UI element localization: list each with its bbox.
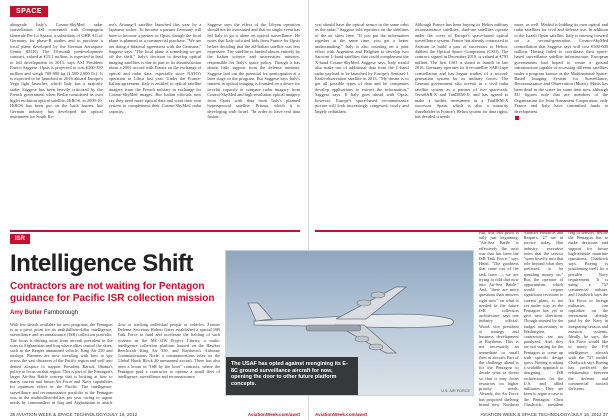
article-column <box>10 322 113 406</box>
article-headline: Intelligence Shift <box>10 250 194 277</box>
column-text: rea's Arirang-3 satellite launched this year by a Japanese rocket. To become a partner Germany will have to become a partner in Opsis, though the focal plane is planned as a commercial purchase. "We are not doing a bilateral agreement with the Germans," Saggese says. "The focal plane is something we get off the shelf." Italy's decision to develop optical imaging satellites is due in part to its dissatisfaction about a 2001 accord with France on the exchange of optical and radar data, especially since NATO's operation in Libya last year. Under the France-Italian agreement, Italy is entitled to optical satellite imagery from the French military in exchange for Cosmo-SkyMed images. But Italian officials now say they need more optical data and want their own system to complement their Cosmo-SkyMed radar capacity. <box>108 22 202 114</box>
footer-left <box>315 412 367 417</box>
isr-article-columns-continued <box>479 230 608 406</box>
end-mark-icon <box>515 116 519 120</box>
top-article-columns <box>315 22 608 227</box>
column-text: But, this ISR pivot is only just beginning. "Air-Sea Battle is effectively the next war that has been the ISR Task Force," says Heidi. "The goodness that came out of the task force — we are trying to fold that now into Air-Sea Battle." And, "there are more questions than answers right now" on what is needed in the future ISR collection architecture, says one industry official. Wood, vice president of strategy and business development at Raytheon. This is not necessarily an immediate or small fleet of aircraft. Part of the challenge ahead is for the Pentagon to decide what to divest so that it may focus resources on higher priority needs. Already, the Air Force has proposed shelving brand new Northrop <box>479 230 519 406</box>
column-text: Although France has been buying its Helios military reconnaissance satellites, dual-use satellites operate under the cover of Europe's space-based optical surveillance system. France has already contracted to Astrium to build a pair of successors to Helios, dubbed the Optical Space Component (CSO). The contract, signed in December 2010, is valued at €795 million. The first CSO is slated to launch in late 2016. Germany operates its five-satellite SAR-Lupe constellation and has begun studies of a second-generation system for its military forces. The German government also invests in a civil radar satellite system as a partner of two spacecraft, TerraSAR-X and TanDEM-X, and has agreed to make a further investment in a TanDEM-X successor. Spain, which is also a minority shareholder in France's Helios system for data rights, has decided it needs <box>414 22 509 119</box>
article-column <box>514 22 608 227</box>
column-text: slow or tracking individual people or vehicles. Former Defense Secretary Robert Gates established a special ISR Task Force to fund and accelerate the fielding of such systems as the MC-12W Project Liberty, a multi-intelligence collection platform housed on the Hawker Beechcraft King Air 350, and Raytheon's Airborne Communications Node, a communications relay on the Global Hawk Block 20 unmanned aircraft. There has also been a boom in "ISR by the hour" contracts, where the Pentagon paid a contractor to operate a small fleet of intelligence, surveillance and reconnaissance <box>117 322 220 380</box>
website-link[interactable]: AviationWeek.com/awst <box>315 412 368 417</box>
footer-left <box>10 412 137 417</box>
column-text: alongside Italy's Cosmo-SkyMed radar constellation. ASI concerned with Compagnia Generale Per Lo Spazio, a subsidiary of OHB AG of Germany, for phase-B studies and to purchase a focal plane developed by the German Aerospace Center (DLR). The 18-month predevelopment contract, valued at €15.1 million, is expected to lead to full development in 2013, says ASI President Enrico Saggese. Opsis is projected to cost €300-350 million and weigh 700-900 kg (1,500-2,000 lb.). It is expected to be launched in 2016 aboard Europe's Vega light launcher, which Italy has a majority stake. Saggese has been heavily criticized by the French government when Berlin considered its own high-resolution optical satellite, HiROS, in 2009-10. HiROS has been put on the back burner, but German industry has developed the optical instrument for South Ko- <box>10 22 103 119</box>
article-column <box>415 22 509 227</box>
section-divider <box>10 230 300 232</box>
isr-section-tag: ISR <box>10 234 30 244</box>
article-deck: Contractors are not waiting for Pentagon guidance for Pacific ISR collection mission <box>10 281 215 304</box>
page-number: 37 <box>602 412 608 417</box>
column-text: more, as well. Madrid is bidding its own optical and radar satellites for civil and defense use. In addition to the Israeli Opsat satellite, Italy is moving forward on a second-generation Cosmo-SkyMed constellation that Saggese says will cost €500-600 million. Having failed to coordinate their space-based surveillance satellite infrastructure, European governments had hoped to create a ground infrastructure capable of accessing different satellites under a program known as the Multinational Space-Based Imaging System for Surveillance, Reconnaissance and Observation (Musis). Musis has been dead in the water for some time now, although EU figures note that are members of the Organization for Joint Armament Cooperation, only France and Italy have committed funds to development. <box>514 22 609 114</box>
column-text: Saggese says the effect of the Libyan operation should not be overstated and that no single event has led Italy to go it alone on optical surveillance. He notes that Italy solicited bids from France for Opsis before deciding that the all-Italian satellite was less expensive. The satellite is funded almost entirely by the Italian science and universities ministry, responsible for Italy's space policy. Though it has drawn little support from the defense minister, Saggese laid out the potential for participation at a later stage in the program. But Saggese says Italy's interest in optical imaging is founded on a desire for in-orbit capacity to compare radar imagery from Cosmo-SkyMed and high-resolution optical imagery from Opsis with data from Italy's planned hyperspectral satellite, Prisma, which it is developing with Israel. "In order to have real data fusion, <box>207 22 301 119</box>
page-number: 38 <box>10 412 16 417</box>
byline-location: Farnborough <box>43 310 79 316</box>
photo-caption: The USAF has opted against reengining its E-8C ground surveillance aircraft for now, opening the door to other future platform concepts. <box>226 357 358 395</box>
footer-right <box>248 412 300 417</box>
article-column <box>315 22 409 227</box>
article-column <box>568 230 608 406</box>
article-column <box>10 22 103 227</box>
byline-author: Amy Butler <box>10 310 43 316</box>
column-text: With few details available for new programs, the Pentagon is at a pivot point for its multibillion-dollar intelligence, surveillance and reconnaissance (ISR) collection portfolio. The focus is shifting away from aircraft prevalent in the wars in Afghanistan and Iraq where allies control the skies, such as the Reaper unmanned vehicle, King Air 350 and airships. Planners are now wrestling with how to spy across the vast distances of the Pacific region and well into denied airspace to support President Barack Obama's policy to focus on that region. This is part of the Pentagon's larger Air-Sea Battle concept that is looking at how to marry current and future Air Force and Navy capabilities for optimum effect in the Pacific. The intelligence, surveillance and reconnaissance portfolio at the Pentagon was in the multibillion-dollars per year owing to urgent needs by commanders in Iraq and Afghanistan to attack <box>10 322 113 406</box>
article-column <box>207 22 300 227</box>
column-text: Atomics Predators and Reapers, 27 are in service today. One industry executive notes that the service "went heavily into that role beyond what they preferred to be spending money on." But, the operator of opportunism, which would require significant revisions to current plans, is not yet under way as the Pentagon has yet to give new directions. Though stunted by the budget uncertainty in Washington, contractors are not paralyzed. And, they are not waiting for the Pentagon to come up with specific design specs. Boeing is taking a scalable approach to designing ISR architectures for the U.S. and allied militaries. They are keen to argue a case to the Pentagon. Chris Chadwick, president <box>523 230 564 406</box>
article-column <box>109 22 202 227</box>
article-column <box>524 230 564 406</box>
photo-credit: U.S. AIR FORCE <box>441 389 470 393</box>
article-column <box>118 322 221 406</box>
footer-right <box>481 412 608 417</box>
byline <box>10 310 78 316</box>
website-link[interactable]: AviationWeek.com/awst <box>247 412 300 417</box>
publication-name: AVIATION WEEK & SPACE TECHNOLOGY/JULY 16, 2012 <box>480 412 602 417</box>
section-tag: SPACE <box>10 6 48 17</box>
top-article-columns <box>10 22 300 227</box>
e8c-aircraft-icon <box>246 281 461 361</box>
column-text: ring of sensors. Before the Pentagon has to make decisions and support for future high-altitude maritime operations, Chadwick says. Boeing is positioning itself for a possible Navy requirement. It is using a 737 commercial airliner, and Chadwick says the Air Force or foreign militaries can capitalize on the investment already paid by the Navy in integrating sensors and mission systems. Ideally, he says, the Air Force would like to marry the P-8 intelligence aircraft with the 737 model. Chadwick says Boeing has perfected the relationship between the defense and commercial aircraft divisions. <box>568 230 609 392</box>
article-column <box>479 230 519 406</box>
column-text: you should have the optical sensor in the same orbit as the radar," Saggese told reporters on the sidelines of the air show here. "If you put the information together at the same time, you get a better understanding." Italy is also counting on a joint effort with Argentina and Belgium to develop two Saocom L-band satellites that could complement the X-band Cosmo-SkyMed, Saggese says. Italy would also make use of additional data from the C-band radar payload to be launched by Europe's Sentinel-1 Earth-observation satellite in 2013. "My dream is to get all possible types of data and let companies develop applications to extract the information," Saggese says. If Italy goes ahead with Opsis, however, Europe's space-based reconnaissance picture will look increasingly congested, costly and largely redundant. <box>315 22 409 114</box>
publication-name: AVIATION WEEK & SPACE TECHNOLOGY/JULY 16, 2012 <box>16 412 138 417</box>
isr-article-columns <box>10 322 220 406</box>
aircraft-photo <box>225 250 474 396</box>
